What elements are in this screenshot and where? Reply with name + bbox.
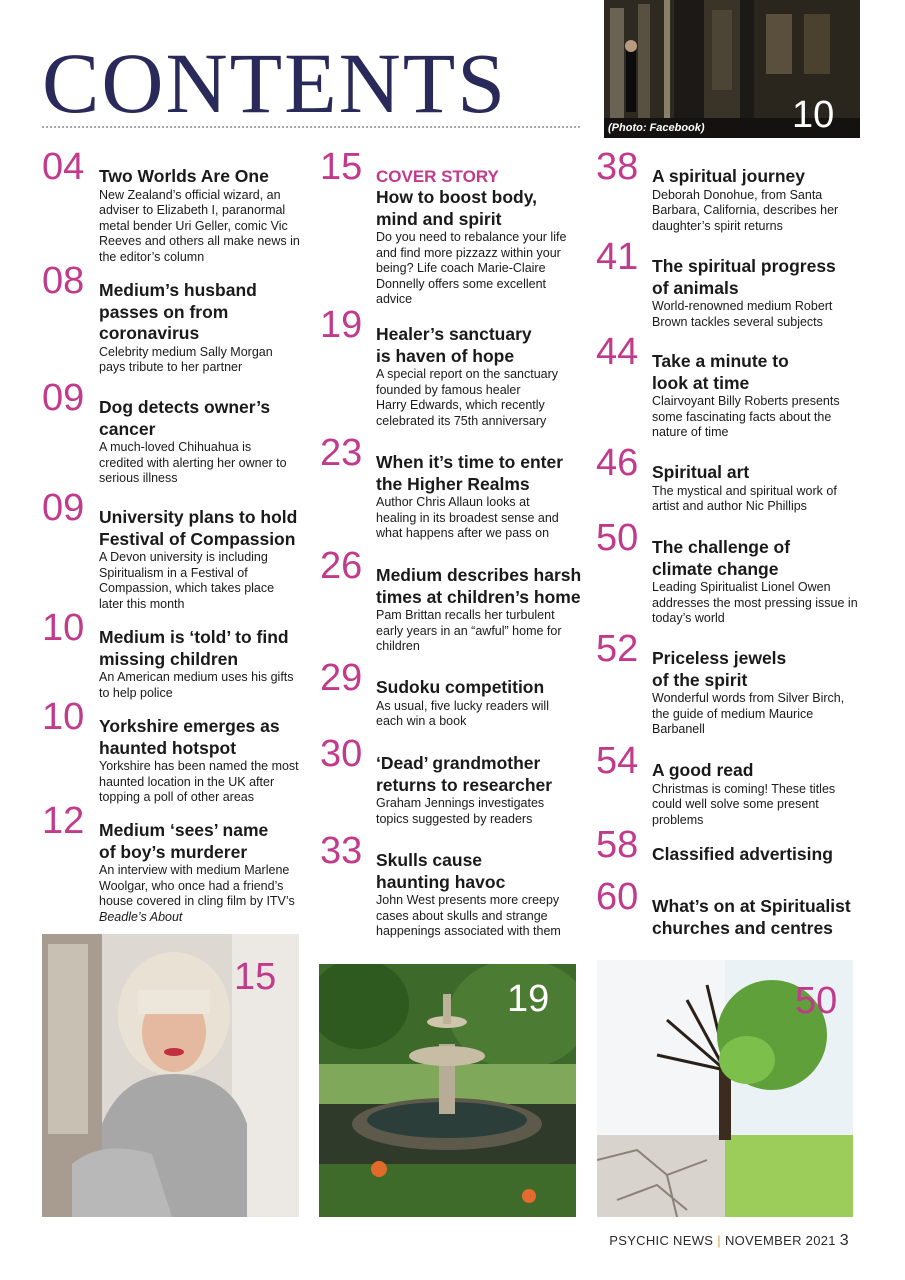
- photo-climate-tree: [597, 960, 853, 1217]
- entry-heading: The spiritual progress of animals: [652, 256, 836, 298]
- entry-heading: Dog detects owner’s cancer: [99, 397, 271, 439]
- issue-date: NOVEMBER 2021: [724, 1233, 836, 1248]
- entry-heading: A spiritual journey: [652, 166, 805, 186]
- entry-description: An interview with medium Marlene Woolgar, who once had a friend’s house covered in cling film by ITV’s Beadle’s About: [99, 863, 295, 924]
- page-number: 41: [596, 236, 639, 278]
- page-number: 12: [42, 800, 85, 842]
- page-number: 09: [42, 377, 85, 419]
- entry-description: A Devon university is including Spiritualism in a Festival of Compassion, which takes place later this month: [99, 550, 275, 611]
- page-title: CONTENTS: [42, 35, 508, 131]
- page-number: 58: [596, 824, 639, 866]
- page-number: 26: [320, 545, 363, 587]
- photo-page-number: 15: [234, 956, 277, 998]
- entry-heading: Spiritual art: [652, 462, 750, 482]
- publication-name: PSYCHIC NEWS: [609, 1233, 714, 1248]
- entry-heading: Medium describes harsh times at children’s home: [376, 565, 582, 607]
- entry-description: John West presents more creepy cases about skulls and strange happenings associated with them: [376, 893, 561, 938]
- entry-heading: What’s on at Spiritualist churches and centres: [652, 896, 851, 938]
- photo-page-number: 50: [795, 980, 838, 1022]
- entry-description: World-renowned medium Robert Brown tackles several subjects: [652, 299, 833, 329]
- entry-heading: Classified advertising: [652, 844, 833, 864]
- entry-description: Do you need to rebalance your life and find more pizzazz within your being? Life coach Marie-Claire Donnelly offers some excellent advice: [376, 230, 567, 306]
- cover-story-label: COVER STORY: [376, 167, 499, 186]
- entry-heading: Yorkshire emerges as haunted hotspot: [99, 716, 280, 758]
- entry-description: An American medium uses his gifts to help police: [99, 670, 294, 700]
- page-footer: [609, 1232, 849, 1250]
- entry-description: New Zealand’s official wizard, an adviser to Elizabeth I, paranormal metal bender Uri Geller, comic Vic Reeves and others all make news in the editor’s column: [99, 187, 300, 264]
- photo-credit: (Photo: Facebook): [608, 122, 705, 134]
- entry-heading: Medium ‘sees’ name of boy’s murderer: [99, 820, 269, 862]
- page-number: 30: [320, 733, 363, 775]
- entry-description: Celebrity medium Sally Morgan pays tribute to her partner: [99, 344, 273, 374]
- page-number: 54: [596, 740, 639, 782]
- photo-life-coach: [42, 934, 299, 1217]
- entry-heading: University plans to hold Festival of Compassion: [99, 507, 298, 549]
- entry-description: A much-loved Chihuahua is credited with alerting her owner to serious illness: [99, 440, 287, 485]
- photo-page-number: 10: [792, 94, 835, 136]
- entry-description: Christmas is coming! These titles could well solve some present problems: [652, 781, 836, 827]
- entry-description: Graham Jennings investigates topics suggested by readers: [376, 796, 545, 826]
- page-number: 04: [42, 146, 85, 188]
- page-number: 29: [320, 657, 363, 699]
- entry-heading: Skulls cause haunting havoc: [376, 850, 506, 892]
- page-number: 50: [596, 517, 639, 559]
- entry-heading: Sudoku competition: [376, 677, 545, 697]
- entry-description: Deborah Donohue, from Santa Barbara, California, describes her daughter’s spirit returns: [652, 187, 839, 233]
- entry-description: The mystical and spiritual work of artist and author Nic Phillips: [652, 483, 837, 513]
- entry-description: A special report on the sanctuary founded by famous healer Harry Edwards, which recently celebrated its 75th anniversary: [376, 367, 559, 428]
- page-number: 15: [320, 146, 363, 188]
- page-number: 46: [596, 442, 639, 484]
- entry-description: Clairvoyant Billy Roberts presents some fascinating facts about the nature of time: [652, 394, 840, 439]
- entry-heading: ‘Dead’ grandmother returns to researcher: [376, 753, 553, 795]
- page-number-footer: 3: [839, 1232, 849, 1249]
- page-number: 44: [596, 331, 639, 373]
- entry-description: As usual, five lucky readers will each win a book: [376, 698, 549, 728]
- page-number: 23: [320, 432, 363, 474]
- entry-heading: Two Worlds Are One: [99, 166, 269, 186]
- entry-description: Pam Brittan recalls her turbulent early years in an “awful” home for children: [376, 608, 562, 653]
- page-number: 10: [42, 696, 85, 738]
- entry-description: Yorkshire has been named the most haunted location in the UK after topping a poll of other areas: [99, 759, 299, 804]
- page-number: 60: [596, 876, 639, 918]
- page-number: 52: [596, 628, 639, 670]
- entry-description: Wonderful words from Silver Birch, the guide of medium Maurice Barbanell: [652, 691, 845, 736]
- page-number: 08: [42, 260, 85, 302]
- title-divider: [42, 126, 580, 128]
- entry-heading: Healer’s sanctuary is haven of hope: [376, 324, 532, 366]
- page-number: 10: [42, 607, 85, 649]
- photo-medium-at-door: [604, 0, 860, 138]
- page-number: 33: [320, 830, 363, 872]
- entry-description: Leading Spiritualist Lionel Owen addresses the most pressing issue in today’s world: [652, 580, 858, 625]
- entry-description: Author Chris Allaun looks at healing in its broadest sense and what happens after we pass on: [376, 495, 559, 540]
- photo-page-number: 19: [507, 978, 550, 1020]
- show-title: Beadle’s About: [99, 909, 183, 924]
- entry-heading: Medium’s husband passes on from coronavirus: [99, 280, 257, 343]
- page-number: 19: [320, 304, 363, 346]
- footer-separator: |: [717, 1233, 721, 1248]
- page-number: 09: [42, 487, 85, 529]
- entry-heading: How to boost body, mind and spirit: [376, 187, 538, 229]
- page-number: 38: [596, 146, 639, 188]
- entry-heading: Priceless jewels of the spirit: [652, 648, 787, 690]
- entry-heading: Take a minute to look at time: [652, 351, 789, 393]
- photo-fountain-garden: [319, 964, 576, 1217]
- entry-heading: When it’s time to enter the Higher Realms: [376, 452, 564, 494]
- entry-heading: Medium is ‘told’ to find missing children: [99, 627, 289, 669]
- entry-heading: A good read: [652, 760, 754, 780]
- entry-heading: The challenge of climate change: [652, 537, 791, 579]
